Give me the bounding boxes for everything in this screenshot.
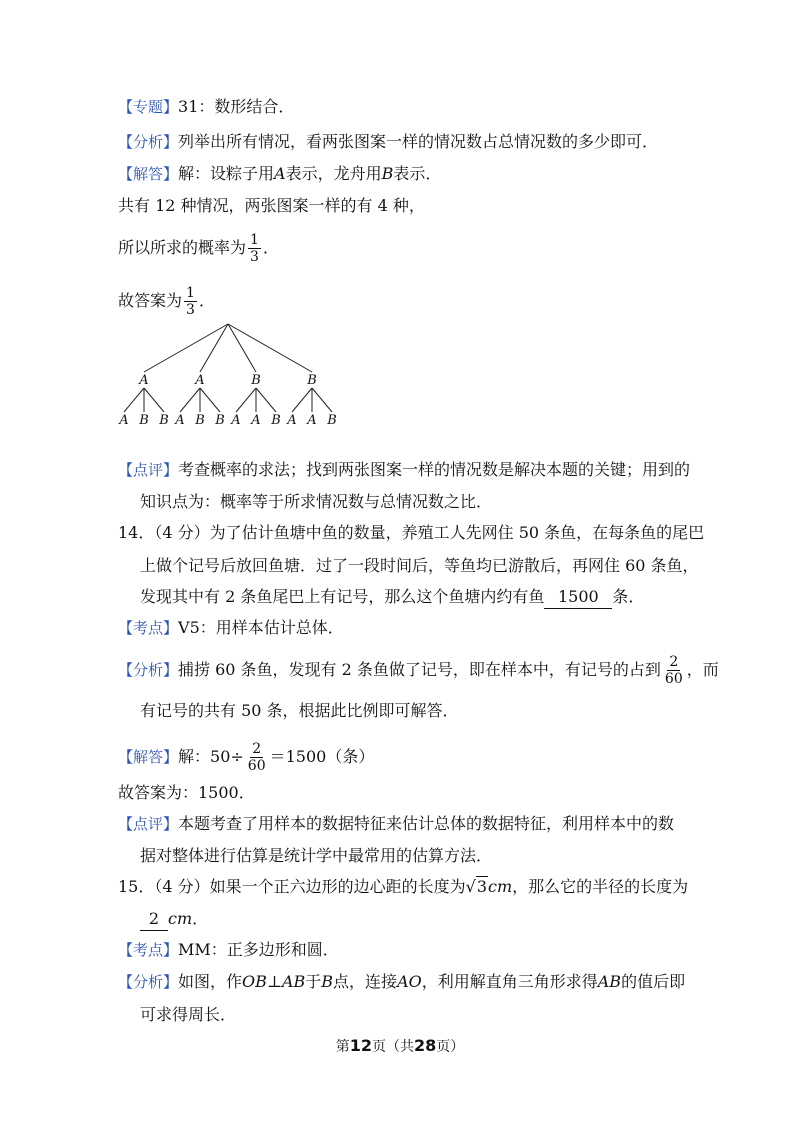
prob-pre: 所以所求的概率为 <box>118 238 247 257</box>
sqrt-radicand: 3 <box>476 877 488 896</box>
frac-den: 60 <box>664 671 683 687</box>
tree-branch <box>180 388 200 412</box>
tree-node-level2: B <box>327 413 337 428</box>
analysis-tag: 【分析】 <box>118 973 179 991</box>
frac-den: 60 <box>247 758 266 774</box>
q14-line3-pre: 发现其中有 2 条鱼尾巴上有记号，那么这个鱼塘内约有鱼 <box>140 587 545 606</box>
q14-line1: 14．（4 分）为了估计鱼塘中鱼的数量，养殖工人先网住 50 条鱼，在每条鱼的尾巴 <box>118 523 705 542</box>
q15-line1-post: ，那么它的半径的长度为 <box>512 877 689 896</box>
q14-line2: 上做个记号后放回鱼塘．过了一段时间后，等鱼均已游散后，再网住 60 条鱼， <box>140 556 699 575</box>
tree-branch <box>292 388 312 412</box>
tree-node-level2: B <box>159 413 169 428</box>
page-number: 12 <box>349 1036 372 1055</box>
var-b: B <box>381 164 394 183</box>
fraction-2-60 <box>663 654 685 687</box>
answer-pre: 故答案为 <box>118 291 183 310</box>
tree-diagram <box>112 316 352 438</box>
q14-line3 <box>140 586 644 609</box>
q14-line3-post: 条． <box>612 587 645 606</box>
q14-solution-post: ＝1500（条） <box>269 747 375 766</box>
prob-post: ． <box>262 238 279 257</box>
tree-node-level1: A <box>139 373 149 388</box>
var-ao: AO <box>397 972 422 991</box>
q14-comment-text1: 本题考查了用样本的数据特征来估计总体的数据特征，利用样本中的数 <box>178 814 675 833</box>
q13-analysis-text: 列举出所有情况，看两张图案一样的情况数占总情况数的多少即可． <box>178 132 659 151</box>
footer-pre: 第 <box>335 1039 350 1055</box>
tree-node-level2: B <box>271 413 281 428</box>
tree-node-level2: A <box>287 413 297 428</box>
q14-answer-line: 故答案为：1500． <box>118 783 255 802</box>
q15-mid2: 点，连接 <box>333 972 398 991</box>
point-tag: 【考点】 <box>118 619 179 637</box>
tree-node-level1: B <box>251 373 261 388</box>
q13-solution-mid: 表示，龙舟用 <box>285 164 382 183</box>
q13-analysis-line <box>118 131 658 153</box>
q13-topic-text: 31：数形结合． <box>178 97 295 116</box>
q13-solution-post: 表示． <box>393 164 442 183</box>
fraction-answer <box>184 285 197 318</box>
tree-branch <box>236 388 256 412</box>
q13-topic-line <box>118 96 294 118</box>
frac-den: 3 <box>250 249 259 265</box>
tree-node-level2: A <box>175 413 185 428</box>
point-tag: 【考点】 <box>118 941 179 959</box>
tree-node-level2: A <box>231 413 241 428</box>
q14-solution-pre: 解：50÷ <box>178 747 244 766</box>
tree-branch <box>144 324 228 372</box>
q14-comment-line2: 据对整体进行估算是统计学中最常用的估算方法． <box>140 846 493 865</box>
tree-node-level2: A <box>251 413 261 428</box>
fraction-one-third <box>248 232 261 265</box>
q15-analysis-post: 的值后即 <box>621 972 686 991</box>
unit-cm: cm <box>488 877 513 896</box>
unit-cm: cm <box>168 909 193 928</box>
q14-answer-blank: 1500 <box>544 586 612 609</box>
frac-num: 1 <box>250 232 259 248</box>
q15-line2 <box>140 908 208 931</box>
frac-num: 2 <box>669 654 679 670</box>
q15-line1-pre: 15．（4 分）如果一个正六边形的边心距的长度为 <box>118 877 466 896</box>
tree-branch <box>200 388 220 412</box>
answer-post: ． <box>198 291 215 310</box>
q14-analysis-pre: 捕捞 60 条鱼，发现有 2 条鱼做了记号，即在样本中，有记号的占到 <box>178 660 661 679</box>
q13-total-line: 共有 12 种情况，两张图案一样的有 4 种， <box>118 196 425 215</box>
var-a: A <box>274 164 286 183</box>
perp-symbol: ⊥ <box>266 972 282 991</box>
q14-point-text: V5：用样本估计总体． <box>178 618 344 637</box>
q15-analysis-line1 <box>118 971 685 993</box>
total-pages: 28 <box>414 1036 437 1055</box>
q14-analysis-line2: 有记号的共有 50 条，根据此比例即可解答． <box>140 701 459 720</box>
q15-line2-post: ． <box>192 909 209 928</box>
comment-tag: 【点评】 <box>118 461 179 479</box>
q15-answer-blank: 2 <box>140 908 168 931</box>
tree-branch <box>200 324 228 372</box>
q15-point-text: MM：正多边形和圆． <box>178 940 339 959</box>
q13-solution-pre: 解：设粽子用 <box>178 164 275 183</box>
fraction-solution <box>246 741 268 774</box>
q13-comment-line1 <box>118 459 690 481</box>
q14-solution-line <box>118 741 374 774</box>
var-ob: OB <box>242 972 267 991</box>
q13-comment-text1: 考查概率的求法；找到两张图案一样的情况数是解决本题的关键；用到的 <box>178 460 691 479</box>
tree-node-level1: B <box>307 373 317 388</box>
var-ab: AB <box>281 972 306 991</box>
tree-branch <box>256 388 276 412</box>
q15-line1 <box>118 876 688 898</box>
q14-analysis-line1 <box>118 654 719 687</box>
comment-tag: 【点评】 <box>118 815 179 833</box>
q14-point-line <box>118 617 344 639</box>
frac-den: 3 <box>186 302 195 318</box>
page-footer <box>0 1036 800 1056</box>
q15-analysis-pre: 如图，作 <box>178 972 243 991</box>
sqrt-symbol: √ <box>465 877 476 896</box>
solution-tag: 【解答】 <box>118 165 179 183</box>
tree-branch <box>144 388 164 412</box>
var-b-point: B <box>321 972 334 991</box>
tree-node-level2: A <box>119 413 129 428</box>
footer-mid: 页（共 <box>372 1039 414 1055</box>
q15-mid1: 于 <box>305 972 322 991</box>
tree-node-level2: A <box>307 413 317 428</box>
tree-node-level2: B <box>139 413 149 428</box>
q14-analysis-post: ，而 <box>686 660 719 679</box>
q15-analysis-line2: 可求得周长． <box>140 1005 237 1024</box>
tree-branch <box>228 324 312 372</box>
var-ab: AB <box>597 972 622 991</box>
q15-mid3: ，利用解直角三角形求得 <box>421 972 598 991</box>
analysis-tag: 【分析】 <box>118 661 179 679</box>
q15-point-line <box>118 939 339 961</box>
tree-node-level2: B <box>215 413 225 428</box>
tree-node-level2: B <box>195 413 205 428</box>
tree-node-level1: A <box>195 373 205 388</box>
tree-branch <box>312 388 332 412</box>
tree-branch <box>124 388 144 412</box>
q13-comment-line2: 知识点为：概率等于所求情况数与总情况数之比． <box>140 492 493 511</box>
solution-tag: 【解答】 <box>118 748 179 766</box>
q14-comment-line1 <box>118 813 674 835</box>
topic-tag: 【专题】 <box>118 98 179 116</box>
sqrt-three <box>466 876 488 898</box>
q13-probability-line <box>118 232 279 265</box>
footer-post: 页） <box>436 1039 465 1055</box>
q13-answer-line <box>118 285 215 318</box>
analysis-tag: 【分析】 <box>118 133 179 151</box>
frac-num: 2 <box>252 741 262 757</box>
frac-num: 1 <box>186 285 195 301</box>
tree-branch <box>228 324 256 372</box>
q13-solution-line <box>118 163 441 185</box>
